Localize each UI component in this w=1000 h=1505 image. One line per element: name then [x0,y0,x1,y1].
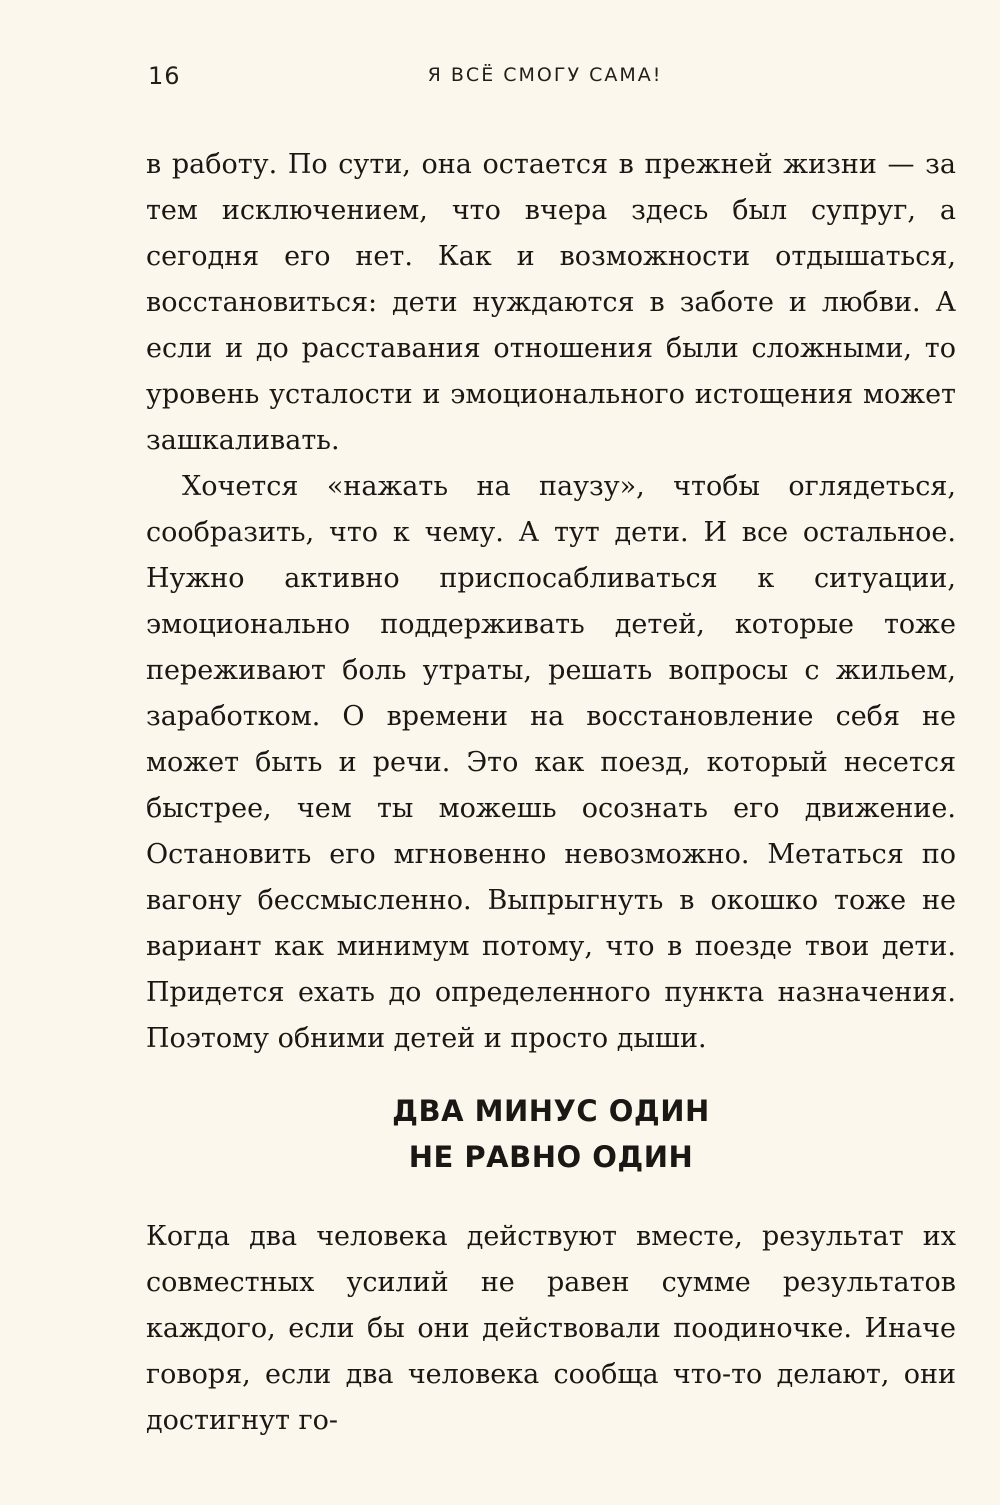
running-title: Я ВСЁ СМОГУ САМА! [427,64,663,86]
section-heading-line-2: НЕ РАВНО ОДИН [408,1140,694,1174]
section-body-text [146,1214,956,1444]
section-heading [146,1088,956,1180]
section-heading-line-1: ДВА МИНУС ОДИН [392,1094,710,1128]
section-paragraph: Когда два человека действуют вместе, результат их совместных усилий не равен сумме результатов каждого, если бы они действовали поодиночке. Иначе говоря, если два человека сообща что-то делают, они достигнут го- [146,1221,956,1436]
paragraph-continuation: в работу. По сути, она остается в прежней жизни — за тем исключением, что вчера здесь был супруг, а сегодня его нет. Как и возможности отдышаться, восстановиться: дети нуждаются в заботе и любви. А если и до расставания отношения были сложными, то уровень усталости и эмоционального истощения может зашкаливать. [146,149,956,456]
page-number: 16 [148,62,181,90]
paragraph: Хочется «нажать на паузу», чтобы оглядеться, сообразить, что к чему. А тут дети. И все остальное. Нужно активно приспосабливаться к ситуации, эмоционально поддерживать детей, которые тоже переживают боль утраты, решать вопросы с жильем, заработком. О времени на восстановление себя не может быть и речи. Это как поезд, который несется быстрее, чем ты можешь осознать его движение. Остановить его мгновенно невозможно. Метаться по вагону бессмысленно. Выпрыгнуть в окошко тоже не вариант как минимум потому, что в поезде твои дети. Придется ехать до определенного пункта назначения. Поэтому обними детей и просто дыши. [146,471,956,1054]
body-text [146,142,956,1062]
